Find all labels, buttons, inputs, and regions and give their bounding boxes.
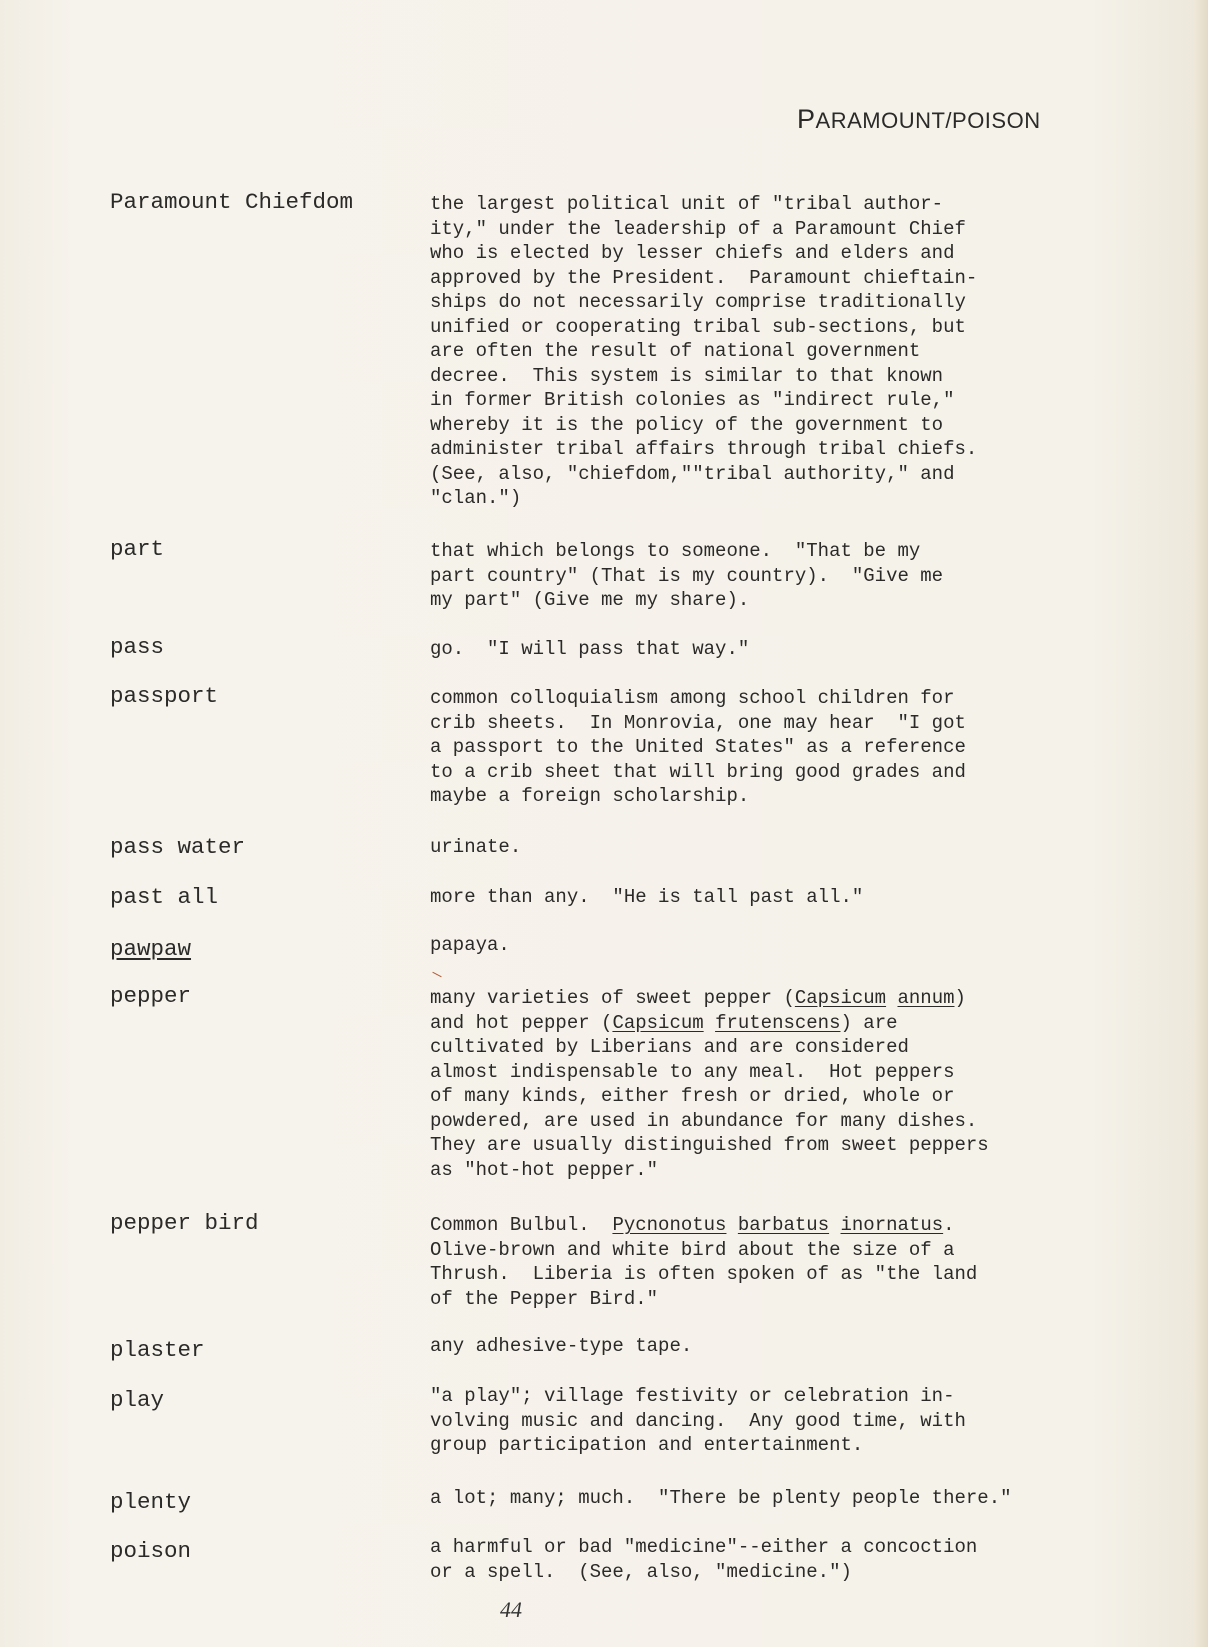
entry-definition (430, 1384, 1050, 1458)
definition-line: any adhesive-type tape. (430, 1335, 693, 1357)
page-number: 44 (500, 1597, 522, 1622)
definition-line: common colloquialism among school children for (430, 687, 955, 709)
entry-definition (430, 1486, 1050, 1511)
definition-line: of many kinds, either fresh or dried, whole or (430, 1085, 955, 1107)
entry-definition (430, 192, 1050, 511)
definition-line: (See, also, "chiefdom,""tribal authority," and (430, 462, 955, 485)
latin-species: annum (897, 987, 955, 1009)
definition-line: part country" (That is my country). "Give me (430, 564, 944, 587)
entry-term: poison (110, 1538, 192, 1564)
entry-term: pepper bird (110, 1210, 259, 1236)
definition-line: who is elected by lesser chiefs and elders and (430, 242, 955, 264)
definition-line: They are usually distinguished from sweet peppers (430, 1134, 989, 1156)
definition-line: volving music and dancing. Any good time, with (430, 1409, 966, 1432)
entry-definition (430, 637, 1050, 662)
definition-line: many varieties of sweet pepper (Capsicum annum) (430, 987, 966, 1009)
entry-definition (430, 986, 1050, 1182)
latin-subspecies: inornatus (840, 1214, 944, 1236)
definition-line: Thrush. Liberia is often spoken of as "the land (430, 1263, 978, 1285)
entry-term: passport (110, 683, 219, 709)
header-first-cap: P (797, 104, 816, 134)
definition-line: more than any. "He is tall past all." (430, 886, 864, 908)
page-header (797, 104, 1041, 135)
definition-line: as "hot-hot pepper." (430, 1158, 659, 1181)
definition-line: my part" (Give me my share). (430, 589, 750, 611)
entry-term: pass (110, 634, 165, 660)
definition-line: or a spell. (See, also, "medicine.") (430, 1560, 852, 1583)
definition-line: group participation and entertainment. (430, 1434, 864, 1456)
definition-line: almost indispensable to any meal. Hot peppers (430, 1060, 955, 1083)
entry-definition (430, 933, 1050, 958)
entry-definition (430, 539, 1050, 613)
entry-term: pass water (110, 834, 246, 860)
entry-definition (430, 1535, 1050, 1584)
entry-term: plenty (110, 1489, 192, 1515)
page-edge (1194, 0, 1208, 1647)
definition-line: the largest political unit of "tribal author- (430, 193, 944, 215)
latin-genus: Capsicum (794, 987, 887, 1009)
definition-line: powdered, are used in abundance for many dishes. (430, 1109, 978, 1132)
definition-line: Common Bulbul. Pycnonotus barbatus inornatus. (430, 1214, 955, 1236)
definition-line: unified or cooperating tribal sub-sections, but (430, 315, 966, 338)
definition-line: of the Pepper Bird." (430, 1287, 659, 1310)
definition-line: and hot pepper (Capsicum frutenscens) are (430, 1011, 898, 1034)
latin-species: frutenscens (715, 1011, 841, 1034)
entry-term: plaster (110, 1337, 205, 1363)
definition-line: to a crib sheet that will bring good grades and (430, 760, 966, 783)
definition-line: cultivated by Liberians and are considered (430, 1036, 909, 1058)
definition-line: that which belongs to someone. "That be my (430, 540, 921, 562)
latin-genus: Capsicum (612, 1011, 704, 1034)
definition-line: a passport to the United States" as a reference (430, 736, 966, 758)
definition-line: in former British colonies as "indirect rule," (430, 389, 955, 411)
definition-line: approved by the President. Paramount chieftain- (430, 266, 978, 289)
entry-term: pepper (110, 983, 192, 1009)
definition-line: are often the result of national government (430, 340, 921, 362)
definition-line: decree. This system is similar to that known (430, 364, 944, 387)
entry-definition (430, 1213, 1050, 1311)
definition-line: a lot; many; much. "There be plenty people there." (430, 1487, 1012, 1509)
latin-genus: Pycnonotus (612, 1214, 727, 1236)
definition-line: administer tribal affairs through tribal chiefs. (430, 438, 978, 460)
definition-line: Olive-brown and white bird about the size of a (430, 1238, 955, 1261)
entry-definition (430, 1334, 1050, 1359)
definition-line: "clan.") (430, 487, 522, 509)
definition-line: crib sheets. In Monrovia, one may hear "I got (430, 711, 966, 734)
entry-term: pawpaw (110, 936, 192, 962)
entry-term: Paramount Chiefdom (110, 189, 354, 215)
entry-term: part (110, 536, 165, 562)
entry-definition (430, 686, 1050, 809)
entry-term: past all (110, 884, 219, 910)
latin-species: barbatus (737, 1214, 830, 1236)
definition-line: a harmful or bad "medicine"--either a concoction (430, 1536, 978, 1558)
definition-line: go. "I will pass that way." (430, 638, 750, 660)
entry-definition (430, 885, 1050, 910)
definition-line: papaya. (430, 934, 510, 956)
definition-line: maybe a foreign scholarship. (430, 785, 750, 807)
definition-line: "a play"; village festivity or celebration in- (430, 1385, 955, 1407)
definition-line: urinate. (430, 836, 522, 858)
entry-term: play (110, 1387, 165, 1413)
definition-line: whereby it is the policy of the government to (430, 413, 944, 436)
definition-line: ships do not necessarily comprise traditionally (430, 291, 966, 313)
entry-definition (430, 835, 1050, 860)
header-rest: ARAMOUNT/POISON (815, 108, 1041, 133)
definition-line: ity," under the leadership of a Paramount Chief (430, 217, 966, 240)
